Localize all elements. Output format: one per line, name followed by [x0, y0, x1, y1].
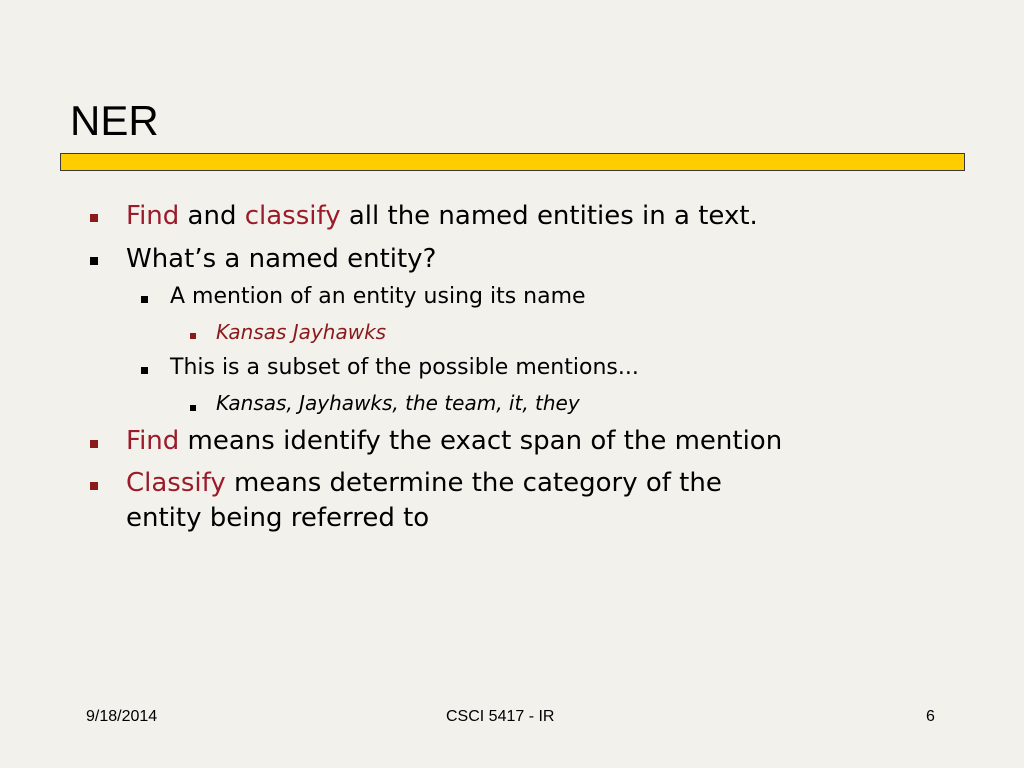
bullet-classify-definition	[126, 468, 722, 498]
bullet-named-entity-question: What’s a named entity?	[126, 244, 437, 274]
bullet-text: and	[179, 201, 245, 231]
bullet-marker	[90, 257, 98, 265]
bullet-find-definition	[126, 426, 782, 456]
slide-title: NER	[70, 97, 159, 144]
bullet-marker	[190, 405, 196, 411]
keyword-find: Find	[126, 426, 180, 456]
bullet-text: all the named entities in a text.	[340, 201, 758, 231]
keyword-classify: classify	[244, 201, 341, 231]
subbullet-subset-mentions: This is a subset of the possible mentions...	[170, 355, 639, 380]
bullet-text: means identify the exact span of the mention	[179, 426, 783, 456]
bullet-marker	[141, 296, 148, 303]
keyword-classify: Classify	[126, 468, 226, 498]
bullet-marker	[90, 482, 98, 490]
bullet-classify-continuation: entity being referred to	[126, 503, 430, 533]
bullet-text: means determine the category of the	[225, 468, 722, 498]
keyword-find: Find	[126, 201, 180, 231]
bullet-marker	[190, 333, 196, 339]
footer-date: 9/18/2014	[86, 708, 158, 725]
title-underline-bar	[60, 153, 965, 171]
bullet-marker	[141, 367, 148, 374]
bullet-find-classify	[126, 201, 758, 231]
subbullet-mention-by-name: A mention of an entity using its name	[170, 284, 586, 309]
bullet-marker	[90, 214, 98, 222]
footer-page-number: 6	[926, 708, 935, 725]
example-mention-list: Kansas, Jayhawks, the team, it, they	[216, 391, 580, 415]
example-kansas-jayhawks: Kansas Jayhawks	[216, 320, 387, 344]
bullet-marker	[90, 440, 98, 448]
footer-course: CSCI 5417 - IR	[446, 708, 555, 725]
